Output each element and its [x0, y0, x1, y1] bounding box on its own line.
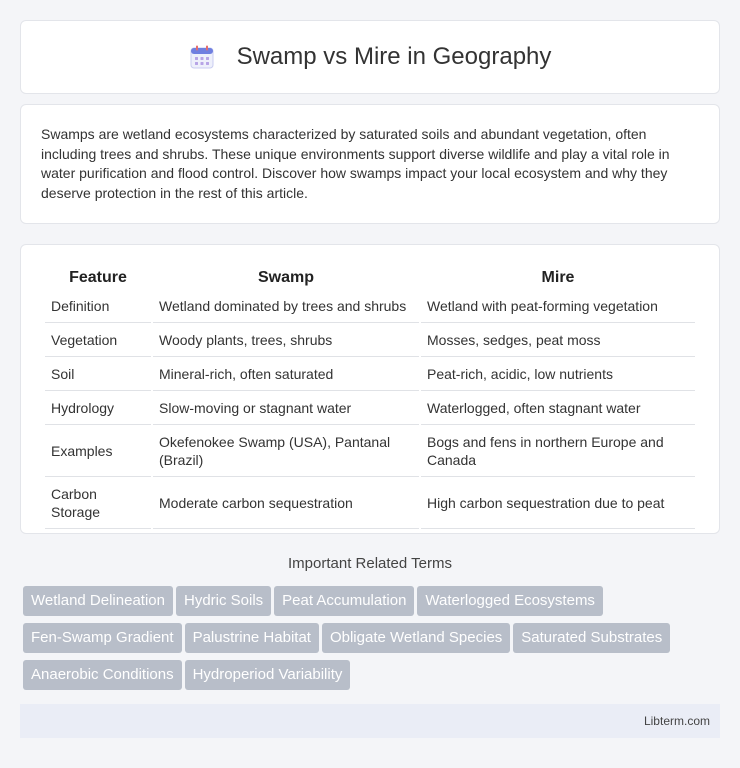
related-term-tag[interactable]: Fen-Swamp Gradient [23, 623, 182, 653]
table-row [45, 425, 695, 477]
table-cell: Slow-moving or stagnant water [153, 391, 419, 425]
calendar-icon [189, 44, 215, 70]
footer [20, 704, 720, 738]
table-row [45, 323, 695, 357]
table-cell: Definition [45, 289, 151, 323]
table-cell: Wetland with peat-forming vegetation [421, 289, 695, 323]
table-cell: Woody plants, trees, shrubs [153, 323, 419, 357]
table-cell: Soil [45, 357, 151, 391]
table-cell: Mineral-rich, often saturated [153, 357, 419, 391]
table-row [45, 391, 695, 425]
table-cell: Moderate carbon sequestration [153, 477, 419, 529]
table-row [45, 289, 695, 323]
header-mire: Mire [541, 269, 575, 286]
table-row [45, 357, 695, 391]
intro-card [20, 104, 720, 224]
header-swamp: Swamp [257, 269, 314, 286]
comparison-table-card [20, 244, 720, 534]
related-term-tag[interactable]: Obligate Wetland Species [322, 623, 510, 653]
comparison-table [43, 265, 697, 529]
table-cell: Hydrology [45, 391, 151, 425]
header-card [20, 20, 720, 94]
related-term-tag[interactable]: Wetland Delineation [23, 586, 173, 616]
table-row [45, 477, 695, 529]
table-cell: Waterlogged, often stagnant water [421, 391, 695, 425]
related-term-tag[interactable]: Saturated Substrates [513, 623, 670, 653]
table-cell: Mosses, sedges, peat moss [421, 323, 695, 357]
table-cell: Peat-rich, acidic, low nutrients [421, 357, 695, 391]
related-term-tag[interactable]: Peat Accumulation [274, 586, 414, 616]
table-cell: Bogs and fens in northern Europe and Canada [421, 425, 695, 477]
related-terms-list [23, 586, 723, 697]
intro-text: Swamps are wetland ecosystems characterized by saturated soils and abundant vegetation, often including trees and shrubs. These unique environments support diverse wildlife and play a vital role in water purification and flood control. Discover how swamps impact your local ecosystem and why they deserve protection in the rest of this article. [41, 126, 670, 201]
table-cell: Vegetation [45, 323, 151, 357]
table-cell: High carbon sequestration due to peat [421, 477, 695, 529]
related-terms-title: Important Related Terms [288, 555, 452, 572]
related-term-tag[interactable]: Hydroperiod Variability [185, 660, 351, 690]
table-cell: Examples [45, 425, 151, 477]
table-header-row [45, 265, 695, 289]
table-cell: Okefenokee Swamp (USA), Pantanal (Brazil) [153, 425, 419, 477]
related-term-tag[interactable]: Waterlogged Ecosystems [417, 586, 603, 616]
related-term-tag[interactable]: Hydric Soils [176, 586, 271, 616]
table-cell: Carbon Storage [45, 477, 151, 529]
header-feature: Feature [69, 269, 127, 286]
table-cell: Wetland dominated by trees and shrubs [153, 289, 419, 323]
related-term-tag[interactable]: Palustrine Habitat [185, 623, 319, 653]
page-title: Swamp vs Mire in Geography [236, 43, 552, 70]
footer-brand-link[interactable]: Libterm.com [643, 714, 710, 728]
related-term-tag[interactable]: Anaerobic Conditions [23, 660, 182, 690]
